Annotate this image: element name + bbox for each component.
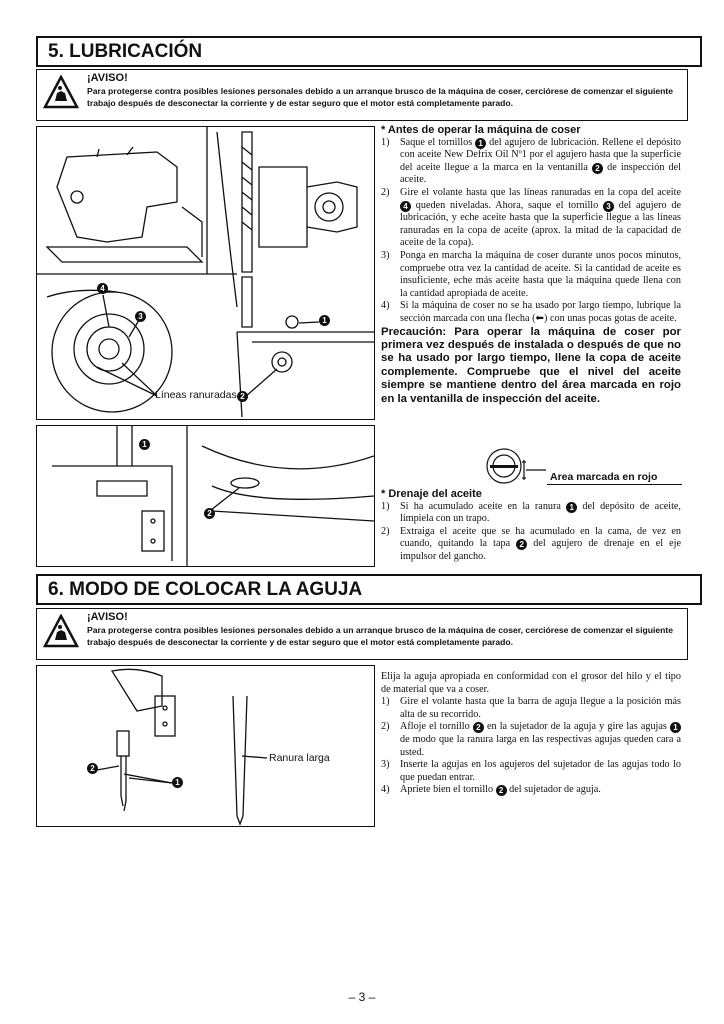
grooved-lines-label: Líneas ranuradas xyxy=(155,389,237,401)
drain-heading: * Drenaje del aceite xyxy=(381,488,482,500)
warning-box xyxy=(36,69,688,121)
warning-heading: ¡AVISO! xyxy=(87,611,128,623)
section-title-needle: 6. MODO DE COLOCAR LA AGUJA xyxy=(36,574,702,605)
warning-text: Para protegerse contra posibles lesiones personales debido a un arranque brusco de la máquina de coser, cerciórese de comenzar el siguiente trabajo después de desconectar la corriente y de estar seguro que el motor está completamente parado. xyxy=(87,625,674,647)
callout-ref: 2 xyxy=(516,539,527,550)
long-groove-label: Ranura larga xyxy=(269,752,330,764)
callout-ref: 2 xyxy=(592,163,603,174)
needle-step: 4) Apriete bien el tornillo 2 del sujetador de aguja. xyxy=(381,784,601,796)
callout-ref: 2 xyxy=(473,722,484,733)
lubrication-steps xyxy=(381,137,681,326)
callout-ref: 4 xyxy=(400,201,411,212)
callout-ref: 1 xyxy=(566,502,577,513)
before-operation-heading: * Antes de operar la máquina de coser xyxy=(381,124,581,136)
lubrication-step: 1) Saque el tornillos 1 del agujero de lubricación. Rellene el depósito con aceite New Defrix Oil Nº1 por el agujero hasta que la superficie del aceite llegue a la marca en la ventanilla 2 de inspección del aceite. xyxy=(381,136,681,186)
drain-step: 2) Extraiga el aceite que se ha acumulado en la cama, de vez en cuando, quitando la tapa 2 del agujero de drenaje en el eje impulsor del gancho. xyxy=(381,525,681,562)
hand-warning-icon xyxy=(43,614,79,648)
page-number: – 3 – xyxy=(348,990,376,1004)
needle-step: 2) Afloje el tornillo 2 en la sujetador de la aguja y gire las agujas 1 de modo que la ranura larga en las respectivas agujas queden cara a usted. xyxy=(381,721,681,758)
drain-callout-1: 1 xyxy=(139,439,150,450)
callout-ref: 2 xyxy=(496,785,507,796)
needle-intro: Elija la aguja apropiada en conformidad con el grosor del hilo y el tipo de material que va a coser. xyxy=(381,671,681,695)
warning-box-2 xyxy=(36,608,688,660)
caution-text: Precaución: Para operar la máquina de coser por primera vez después de instalada o después de que no se ha usado por largo tiempo, llene la copa de aceite complemente. Compruebe que el nivel del aceite siempre se mantiene dentro del área marcada en rojo en la ventanilla de inspección del aceite. xyxy=(381,325,681,405)
warning-heading: ¡AVISO! xyxy=(87,72,128,84)
callout-1: 1 xyxy=(319,315,330,326)
lubrication-step: 2) Gire el volante hasta que las líneas ranuradas en la copa del aceite 4 queden niveladas. Ahora, saque el tornillo 3 del agujero de lubricación, y eche aceite hasta que la superficie llegue a las líneas ranuradas en la copa de aceite (aprox. la mitad de la capacidad de aceite de la copa). xyxy=(381,186,681,249)
callout-ref: 1 xyxy=(475,138,486,149)
needle-text xyxy=(381,671,681,797)
red-area-label: Area marcada en rojo xyxy=(550,471,658,483)
needle-step: 1) Gire el volante hasta que la barra de aguja llegue a la posición más alta de su recorrido. xyxy=(381,696,681,720)
callout-ref: 1 xyxy=(670,722,681,733)
needle-callout-1: 1 xyxy=(172,777,183,788)
needle-figure xyxy=(36,665,375,827)
lubrication-illustration xyxy=(37,127,374,419)
lubrication-step: 3) Ponga en marcha la máquina de coser durante unos pocos minutos, compruebe otra vez la cantidad de aceite. Si la cantidad de aceite es insuficiente, eche más aceite hasta que la máquina quede llena con la cantidad apropiada de aceite. xyxy=(381,249,681,299)
callout-ref: 3 xyxy=(603,201,614,212)
drain-callout-2: 2 xyxy=(204,508,215,519)
red-area-underline xyxy=(547,484,682,485)
section-title-lubrication: 5. LUBRICACIÓN xyxy=(36,36,702,67)
lubrication-text xyxy=(381,124,681,406)
hand-warning-icon xyxy=(43,75,79,109)
drain-steps xyxy=(381,501,681,564)
lubrication-figure xyxy=(36,126,375,420)
needle-steps xyxy=(381,696,681,797)
drain-step: 1) Si ha acumulado aceite en la ranura 1 del depósito de aceite, límpiela con un trapo. xyxy=(381,500,681,525)
callout-3: 3 xyxy=(135,311,146,322)
lubrication-step: 4) Si la máquina de coser no se ha usado por largo tiempo, lubrique la sección marcada con una flecha (⬅) con unas pocas gotas de aceite. xyxy=(381,300,681,324)
drain-figure xyxy=(36,425,375,567)
oil-window-illustration xyxy=(484,446,548,486)
callout-2: 2 xyxy=(237,391,248,402)
drain-text xyxy=(381,488,681,564)
needle-step: 3) Inserte la agujas en los agujeros del sujetador de las agujas todo lo que puedan entrar. xyxy=(381,759,681,783)
warning-text: Para protegerse contra posibles lesiones personales debido a un arranque brusco de la máquina de coser, cerciórese de comenzar el siguiente trabajo después de desconectar la corriente y de estar seguro que el motor está completamente parado. xyxy=(87,86,674,108)
callout-4: 4 xyxy=(97,283,108,294)
drain-illustration xyxy=(37,426,374,566)
needle-illustration xyxy=(37,666,374,826)
needle-callout-2: 2 xyxy=(87,763,98,774)
